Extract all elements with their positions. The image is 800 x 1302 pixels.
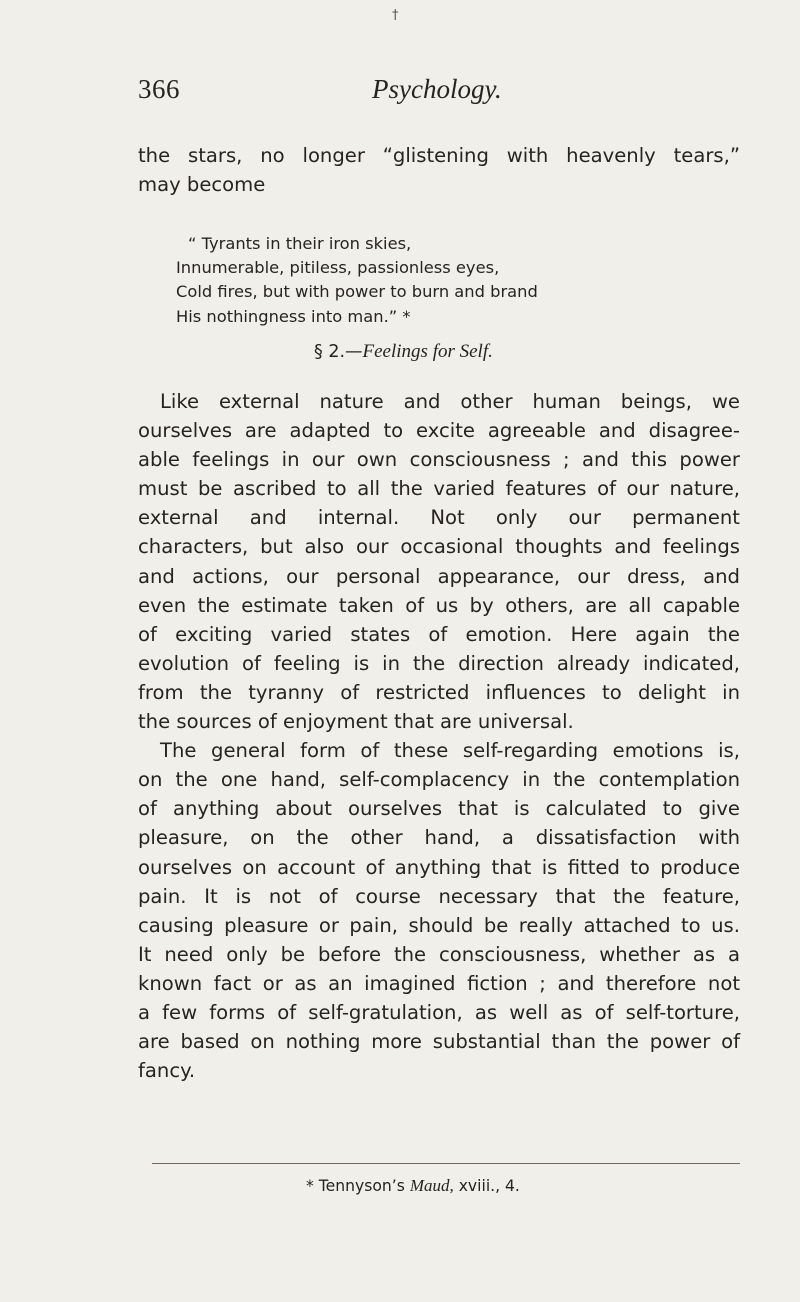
body-line: and actions, our personal appearance, our dress, and	[138, 564, 740, 588]
page-number: 366	[138, 74, 180, 104]
body-line: pleasure, on the other hand, a dissatisfaction with	[138, 826, 740, 850]
footnote-work: Maud,	[409, 1176, 454, 1195]
body-line: pain. It is not of course necessary that the feature,	[138, 884, 740, 908]
intro-line: may become	[138, 173, 266, 197]
body-line: Like external nature and other human beings, we	[160, 390, 740, 413]
body-line: fancy.	[138, 1059, 196, 1083]
section-number: § 2.—	[314, 342, 363, 362]
body-line: ourselves are adapted to excite agreeable and disagree-	[138, 419, 740, 443]
main-paragraphs	[138, 387, 740, 1085]
intro-paragraph	[138, 141, 740, 199]
top-mark: †	[392, 8, 399, 23]
body-line: from the tyranny of restricted influences to delight in	[138, 680, 740, 704]
poem-line: His nothingness into man.” *	[176, 306, 411, 326]
section-heading	[314, 341, 493, 363]
body-line: must be ascribed to all the varied features of our nature,	[138, 477, 740, 501]
body-line: The general form of these self-regarding emotions is,	[160, 739, 740, 763]
body-line: known fact or as an imagined fiction ; and therefore not	[138, 971, 740, 995]
running-head: Psychology.	[372, 74, 502, 104]
body-line: on the one hand, self-complacency in the contemplation	[138, 768, 740, 792]
body-line: able feelings in our own consciousness ; and this power	[138, 448, 740, 472]
footnote-ref: xviii., 4.	[453, 1177, 520, 1195]
body-line: causing pleasure or pain, should be really attached to us.	[138, 913, 740, 937]
body-line: a few forms of self-gratulation, as well as of self-torture,	[138, 1000, 740, 1024]
footnote-divider	[152, 1163, 740, 1164]
page-header	[138, 74, 738, 114]
poem-line: “ Tyrants in their iron skies,	[188, 234, 412, 253]
poem-line: Cold fires, but with power to burn and brand	[176, 282, 538, 302]
body-line: It need only be before the consciousness, whether as a	[138, 942, 740, 966]
section-title: Feelings for Self.	[362, 341, 493, 362]
body-line: even the estimate taken of us by others, are all capable	[138, 593, 740, 617]
body-line: the sources of enjoyment that are universal.	[138, 710, 574, 734]
body-line: external and internal. Not only our permanent	[138, 506, 740, 530]
body-line: evolution of feeling is in the direction already indicated,	[138, 651, 740, 675]
poem-quote	[176, 232, 716, 329]
poem-line: Innumerable, pitiless, passionless eyes,	[176, 258, 500, 278]
body-line: are based on nothing more substantial than the power of	[138, 1030, 740, 1054]
body-line: of anything about ourselves that is calculated to give	[138, 797, 740, 821]
body-line: characters, but also our occasional thoughts and feelings	[138, 535, 740, 559]
footnote	[306, 1176, 520, 1196]
intro-line: the stars, no longer “glistening with heavenly tears,”	[138, 144, 740, 167]
body-line: ourselves on account of anything that is fitted to produce	[138, 855, 740, 879]
body-line: of exciting varied states of emotion. Here again the	[138, 622, 740, 646]
footnote-marker: * Tennyson’s	[306, 1177, 410, 1195]
